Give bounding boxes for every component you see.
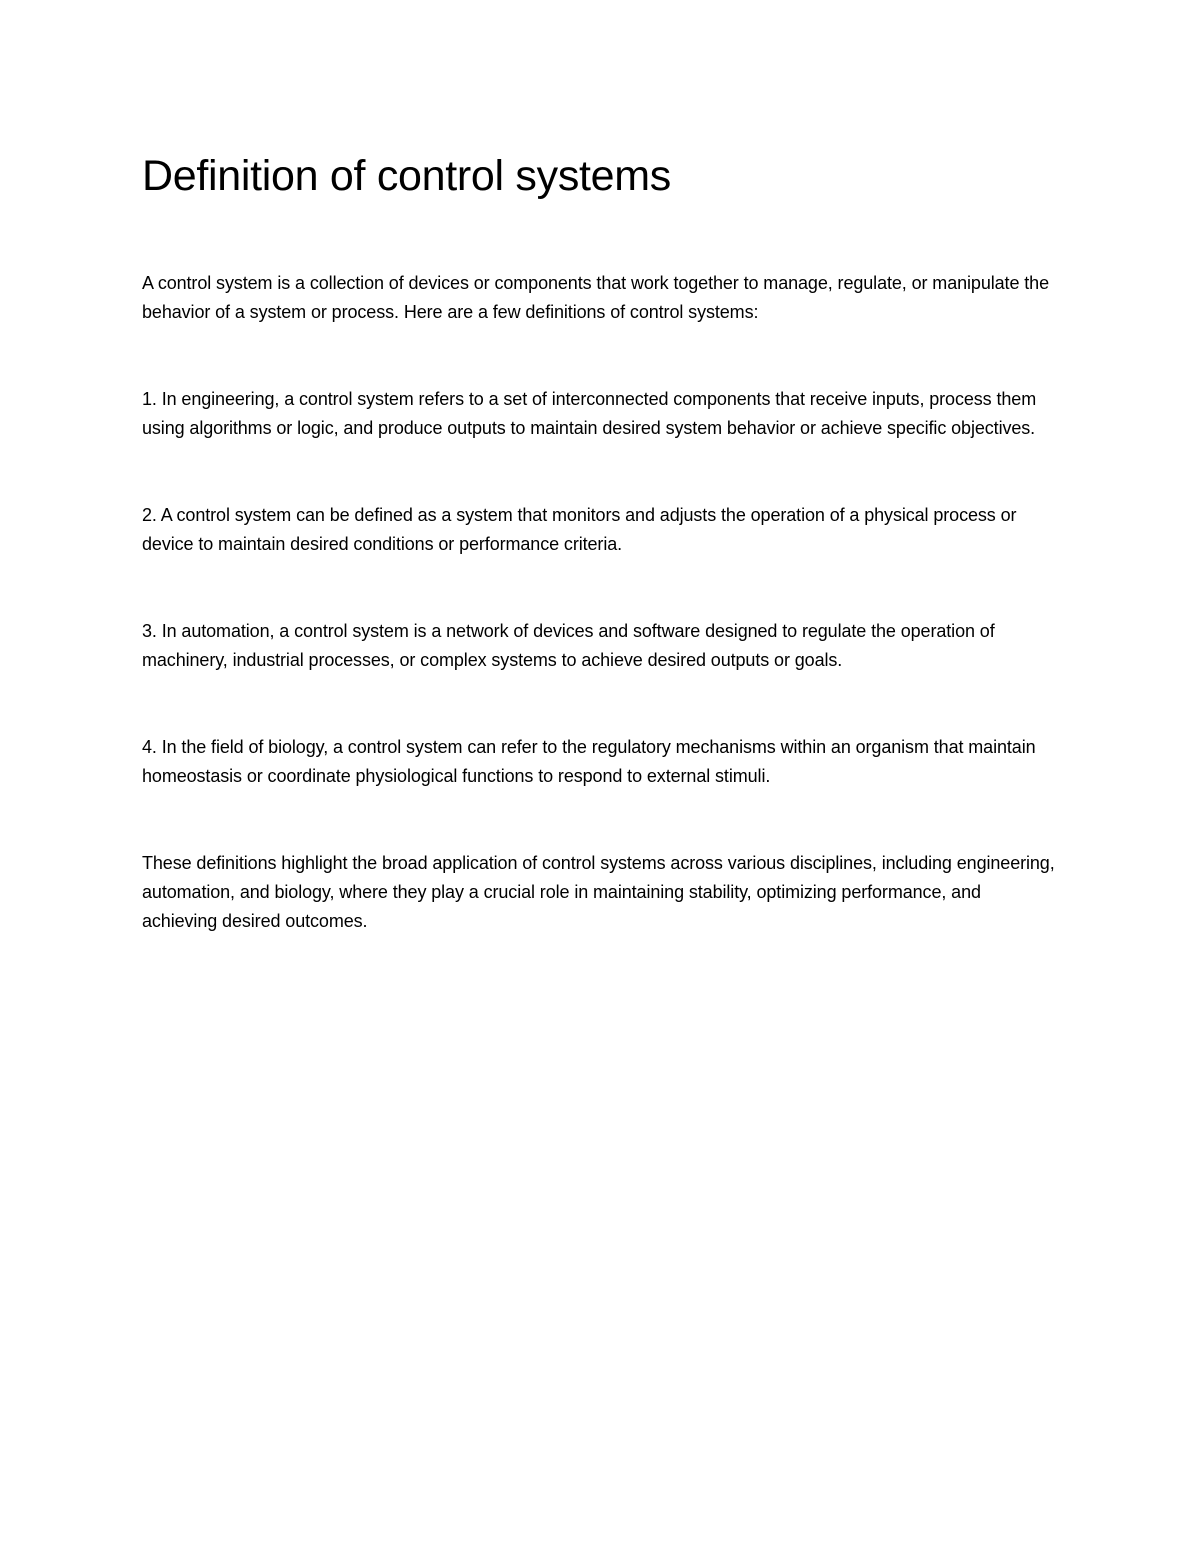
intro-paragraph: A control system is a collection of devices or components that work together to manage, regulate, or manipulate the behavior of a system or process. Here are a few definitions of control systems: bbox=[142, 273, 1049, 322]
document-body bbox=[142, 150, 1057, 936]
definition-item-4: 4. In the field of biology, a control system can refer to the regulatory mechanisms within an organism that maintain homeostasis or coordinate physiological functions to respond to external stimuli. bbox=[142, 737, 1036, 786]
closing-paragraph: These definitions highlight the broad application of control systems across various disciplines, including engineering, automation, and biology, where they play a crucial role in maintaining stability, optimizing performance, and achieving desired outcomes. bbox=[142, 853, 1055, 931]
document-title: Definition of control systems bbox=[142, 152, 672, 200]
definition-item-2: 2. A control system can be defined as a system that monitors and adjusts the operation of a physical process or device to maintain desired conditions or performance criteria. bbox=[142, 505, 1017, 554]
definition-item-1: 1. In engineering, a control system refers to a set of interconnected components that receive inputs, process them using algorithms or logic, and produce outputs to maintain desired system behavior or achieve specific objectives. bbox=[142, 389, 1037, 438]
definition-item-3: 3. In automation, a control system is a network of devices and software designed to regulate the operation of machinery, industrial processes, or complex systems to achieve desired outputs or goals. bbox=[142, 621, 995, 670]
